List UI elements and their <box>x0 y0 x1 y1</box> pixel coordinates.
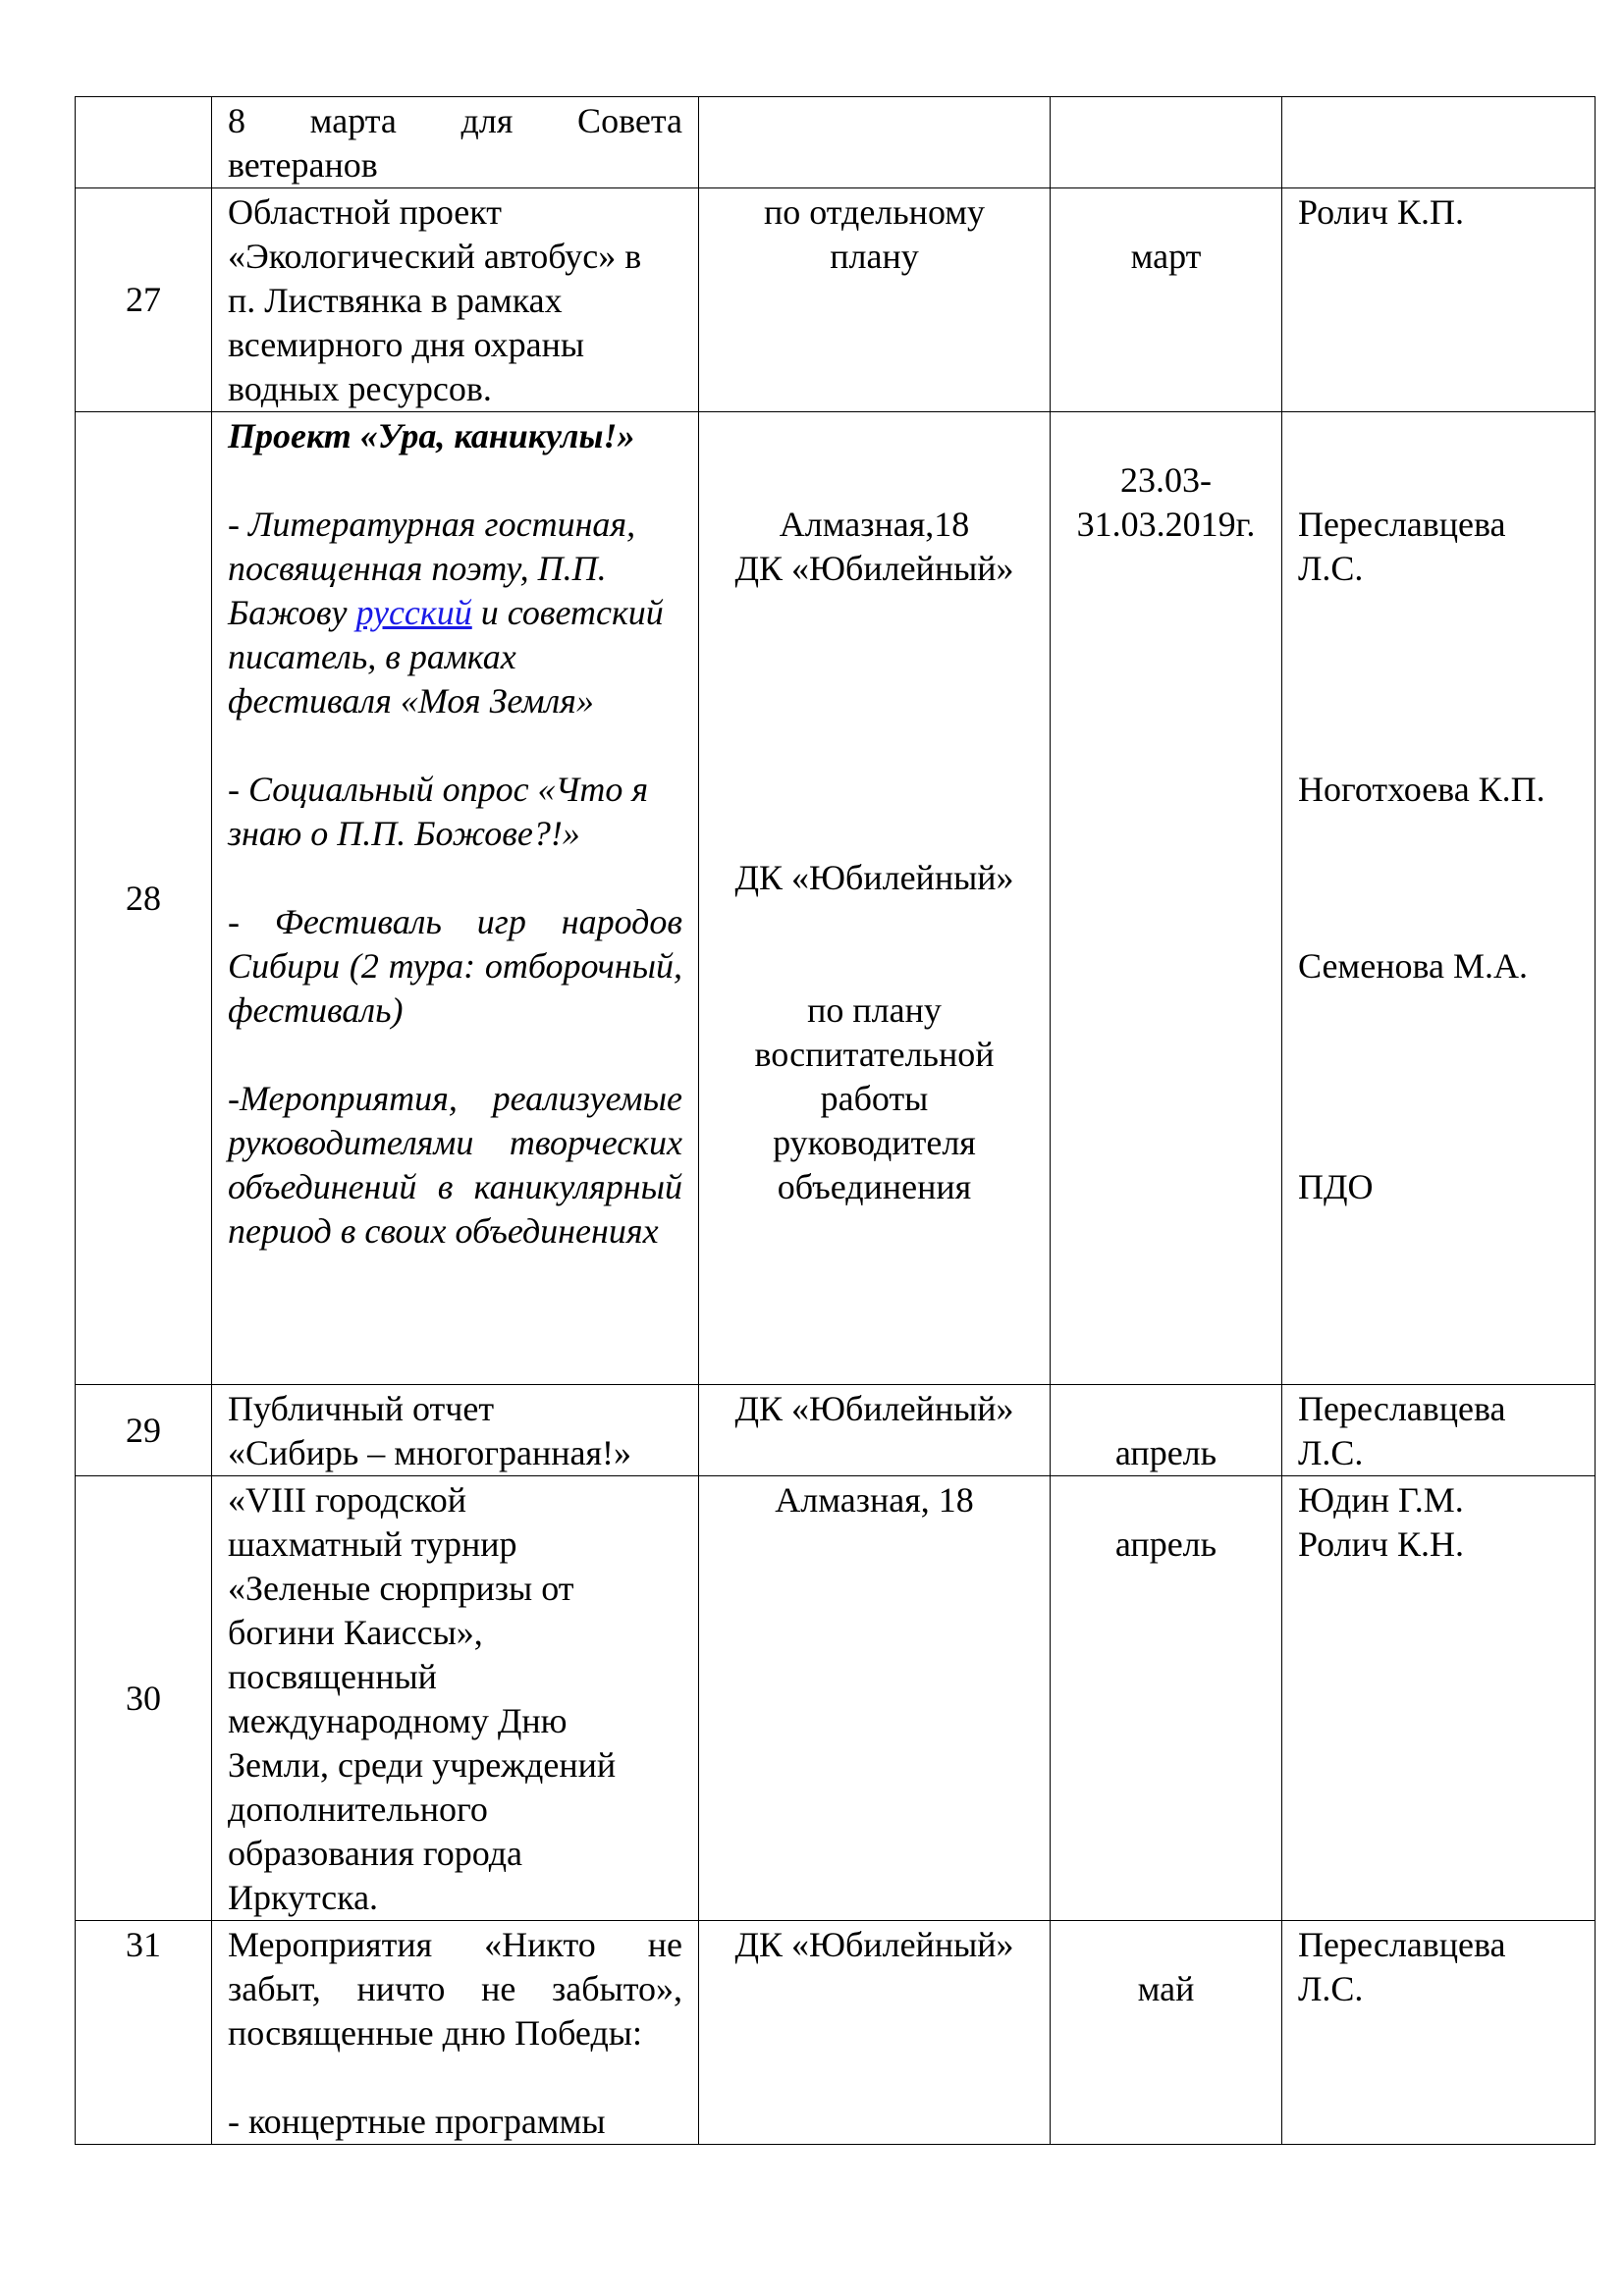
event-line: водных ресурсов. <box>228 369 492 408</box>
date-cell <box>1051 1921 1282 2145</box>
event-line: всемирного дня охраны <box>228 325 585 364</box>
table-row <box>76 97 1596 188</box>
place-cell <box>699 1476 1051 1921</box>
event-item: - концертные программы <box>228 2102 606 2141</box>
place-text: ДК «Юбилейный» <box>734 1389 1014 1428</box>
row-number: 28 <box>76 412 212 1385</box>
event-item-4: -Мероприятия, реализуемые руководителями творческих объединений в каникулярный период в своих объединениях <box>228 1079 682 1251</box>
place-cell <box>699 97 1051 188</box>
table-row <box>76 188 1596 412</box>
event-line: посвященный <box>228 1657 437 1696</box>
place-cell <box>699 1385 1051 1476</box>
event-cell <box>212 1385 699 1476</box>
responsible-cell <box>1282 412 1596 1385</box>
responsible-line: Ролич К.Н. <box>1298 1524 1464 1564</box>
row-number: 30 <box>76 1476 212 1921</box>
event-line: «Экологический автобус» в <box>228 237 642 276</box>
row-number: 31 <box>76 1921 212 2145</box>
place-line: по плану <box>807 990 942 1030</box>
event-line: «Сибирь – многогранная!» <box>228 1433 631 1472</box>
table-row <box>76 1476 1596 1921</box>
place-line: руководителя <box>773 1123 976 1162</box>
event-cell <box>212 1921 699 2145</box>
event-cell <box>212 1476 699 1921</box>
date-text: апрель <box>1114 1524 1217 1564</box>
event-line: 8 марта для Совета <box>228 101 682 140</box>
place-line: Алмазная,18 <box>779 505 970 544</box>
responsible-text: Ролич К.П. <box>1298 192 1464 232</box>
responsible-line: Ноготхоева К.П. <box>1298 770 1545 809</box>
place-line: ДК «Юбилейный» <box>734 858 1014 897</box>
responsible-line: Переславцева <box>1298 1925 1506 1964</box>
event-item-1 <box>228 503 682 723</box>
row-number-cell <box>76 97 212 188</box>
place-text: ДК «Юбилейный» <box>734 1925 1014 1964</box>
responsible-cell <box>1282 97 1596 188</box>
date-cell <box>1051 412 1282 1385</box>
place-line: ДК «Юбилейный» <box>734 549 1014 588</box>
event-text: Мероприятия «Никто не забыт, ничто не забыто», посвященные дню Победы: <box>228 1925 682 2053</box>
table-row <box>76 1385 1596 1476</box>
date-text: май <box>1137 1969 1195 2008</box>
place-cell <box>699 412 1051 1385</box>
responsible-cell <box>1282 1921 1596 2145</box>
event-line: «VIII городской <box>228 1480 467 1520</box>
row-number: 27 <box>76 188 212 412</box>
date-line: 23.03- <box>1120 460 1212 500</box>
responsible-cell <box>1282 1476 1596 1921</box>
event-cell <box>212 188 699 412</box>
place-cell <box>699 188 1051 412</box>
responsible-line: Семенова М.А. <box>1298 946 1528 986</box>
event-cell <box>212 97 699 188</box>
place-line: воспитательной <box>754 1035 995 1074</box>
responsible-line: Переславцева <box>1298 1389 1506 1428</box>
responsible-line: Л.С. <box>1298 549 1364 588</box>
place-line: работы <box>820 1079 929 1118</box>
event-cell <box>212 412 699 1385</box>
event-line: ветеранов <box>228 145 378 185</box>
event-item-3: - Фестиваль игр народов Сибири (2 тура: отборочный, фестиваль) <box>228 902 682 1030</box>
event-line: Иркутска. <box>228 1878 379 1917</box>
event-item-2: - Социальный опрос «Что я знаю о П.П. Божове?!» <box>228 770 649 853</box>
date-cell <box>1051 97 1282 188</box>
date-line: 31.03.2019г. <box>1076 505 1256 544</box>
event-line: Земли, среди учреждений <box>228 1745 617 1785</box>
place-cell <box>699 1921 1051 2145</box>
event-line: дополнительного <box>228 1789 488 1829</box>
event-line: Публичный отчет <box>228 1389 495 1428</box>
event-line: «Зеленые сюрпризы от <box>228 1569 574 1608</box>
event-line: шахматный турнир <box>228 1524 517 1564</box>
date-cell <box>1051 188 1282 412</box>
place-line: по отдельному <box>763 192 986 232</box>
events-table <box>75 96 1596 2145</box>
date-cell <box>1051 1385 1282 1476</box>
responsible-line: Юдин Г.М. <box>1298 1480 1464 1520</box>
event-line: Областной проект <box>228 192 503 232</box>
event-line: международному Дню <box>228 1701 568 1740</box>
responsible-line: Л.С. <box>1298 1433 1364 1472</box>
date-cell <box>1051 1476 1282 1921</box>
place-line: плану <box>830 237 919 276</box>
responsible-line: ПДО <box>1298 1167 1374 1206</box>
place-line: объединения <box>777 1167 972 1206</box>
event-item-text: и советский писатель, в рамках фестиваля «Моя Земля» <box>228 593 664 721</box>
place-text: Алмазная, 18 <box>775 1480 974 1520</box>
event-line: п. Листвянка в рамках <box>228 281 563 320</box>
event-item-text: - Литературная гостиная, посвященная поэту, П.П. Бажову <box>228 505 636 632</box>
russian-link[interactable]: русский <box>355 593 472 632</box>
date-text: апрель <box>1114 1433 1217 1472</box>
responsible-cell <box>1282 1385 1596 1476</box>
row-number: 29 <box>76 1385 212 1476</box>
responsible-line: Л.С. <box>1298 1969 1364 2008</box>
responsible-cell <box>1282 188 1596 412</box>
date-text: март <box>1130 237 1202 276</box>
event-line: образования города <box>228 1834 523 1873</box>
table-row <box>76 412 1596 1385</box>
responsible-line: Переславцева <box>1298 505 1506 544</box>
project-title: Проект «Ура, каникулы!» <box>228 416 635 455</box>
event-line: богини Каиссы», <box>228 1613 483 1652</box>
table-row <box>76 1921 1596 2145</box>
